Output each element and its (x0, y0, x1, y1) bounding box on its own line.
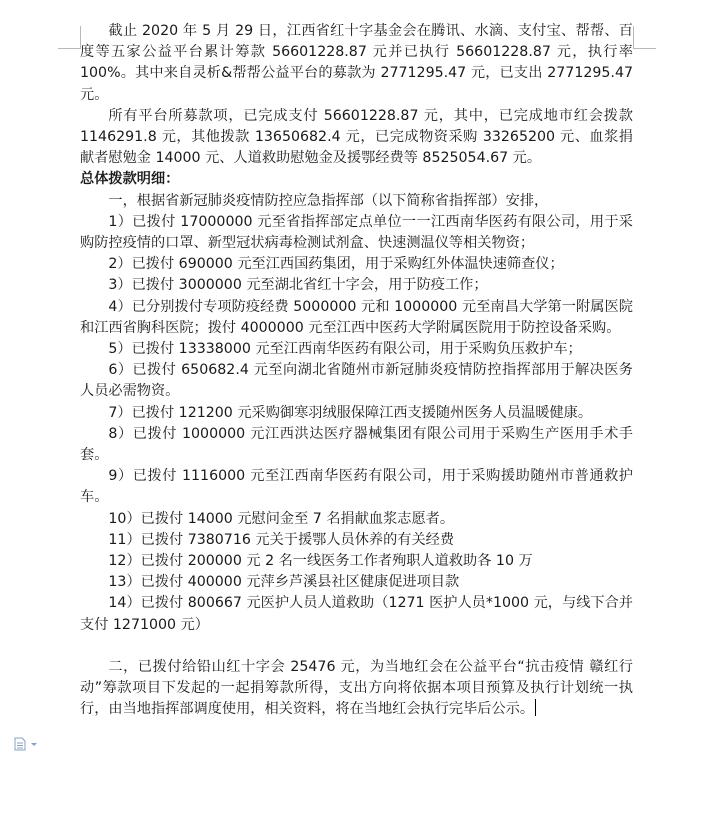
document-body[interactable] (80, 21, 638, 721)
allocation-item-1: 1）已拨付 17000000 元至省指挥部定点单位一一江西南华医药有限公司，用于采购防控疫情的口罩、新型冠状病毒检测试剂盒、快速测温仪等相关物资； (80, 213, 633, 252)
allocation-item-10: 10）已拨付 14000 元慰问金至 7 名捐献血浆志愿者。 (108, 510, 455, 527)
allocation-item-9: 9）已拨付 1116000 元至江西南华医药有限公司，用于采购援助随州市普通救护车。 (80, 468, 633, 506)
allocation-heading: 总体拨款明细： (80, 171, 180, 188)
allocation-item-5: 5）已拨付 13338000 元至江西南华医药有限公司，用于采购负压救护车； (108, 341, 582, 358)
allocation-item-14: 14）已拨付 800667 元医护人员人道救助（1271 医护人员*1000 元，与线下合并支付 1271000 元） (80, 595, 633, 633)
allocation-item-3: 3）已拨付 3000000 元至湖北省红十字会，用于防疫工作； (108, 277, 488, 294)
allocation-item-6: 6）已拨付 650682.4 元至向湖北省随州市新冠肺炎疫情防控指挥部用于解决医务人员必需物资。 (80, 362, 633, 400)
allocation-item-2: 2）已拨付 690000 元至江西国药集团，用于采购红外体温快速筛查仪； (108, 256, 564, 273)
allocation-item-13: 13）已拨付 400000 元萍乡芦溪县社区健康促进项目款 (108, 574, 460, 591)
page-corner-mark-top-left (58, 26, 81, 49)
allocation-item-11: 11）已拨付 7380716 元关于援鄂人员休养的有关经费 (108, 531, 455, 548)
summary-paragraph-2: 所有平台所募款项，已完成支付 56601228.87 元，其中，已完成地市红会拨款 1146291.8 元，其他拨款 13650682.4 元，已完成物资采购 33265200 元、血浆捐献者慰勉金 14000 元、人道救助慰勉金及援鄂经费等 8525054.67 元。 (80, 107, 638, 167)
document-outline-icon[interactable] (13, 737, 41, 751)
allocation-item-12: 12）已拨付 200000 元 2 名一线医务工作者殉职人道救助各 10 万 (108, 553, 533, 570)
allocation-item-4: 4）已分别拨付专项防疫经费 5000000 元和 1000000 元至南昌大学第一附属医院和江西省胸科医院；拨付 4000000 元至江西中医药大学附属医院用于防控设备采购。 (80, 298, 633, 336)
blank-line (80, 636, 633, 657)
text-cursor (535, 699, 536, 716)
section-two-paragraph (80, 657, 633, 721)
summary-paragraph-1: 截止 2020 年 5 月 29 日，江西省红十字基金会在腾讯、水滴、支付宝、帮帮、百度等五家公益平台累计筹款 56601228.87 元并已执行 56601228.87 元，执行率 100%。其中来自灵析&帮帮公益平台的募款为 2771295.47 元，已支出 2771295.47 元。 (80, 23, 638, 103)
allocation-item-7: 7）已拨付 121200 元采购御寒羽绒服保障江西支援随州医务人员温暖健康。 (108, 404, 593, 421)
section-two-text: 二，已拨付给铅山红十字会 25476 元，为当地红会在公益平台“抗击疫情 赣红行动”筹款项目下发起的一起捐筹款所得，支出方向将依据本项目预算及执行计划统一执行，由当地指挥部调度使用，相关资料，将在当地红会执行完毕后公示。 (80, 658, 633, 718)
section-one-intro: 一，根据省新冠肺炎疫情防控应急指挥部（以下简称省指挥部）安排， (108, 192, 549, 209)
chevron-down-icon (31, 743, 37, 746)
allocation-item-8: 8）已拨付 1000000 元江西洪达医疗器械集团有限公司用于采购生产医用手术手套。 (80, 425, 633, 464)
